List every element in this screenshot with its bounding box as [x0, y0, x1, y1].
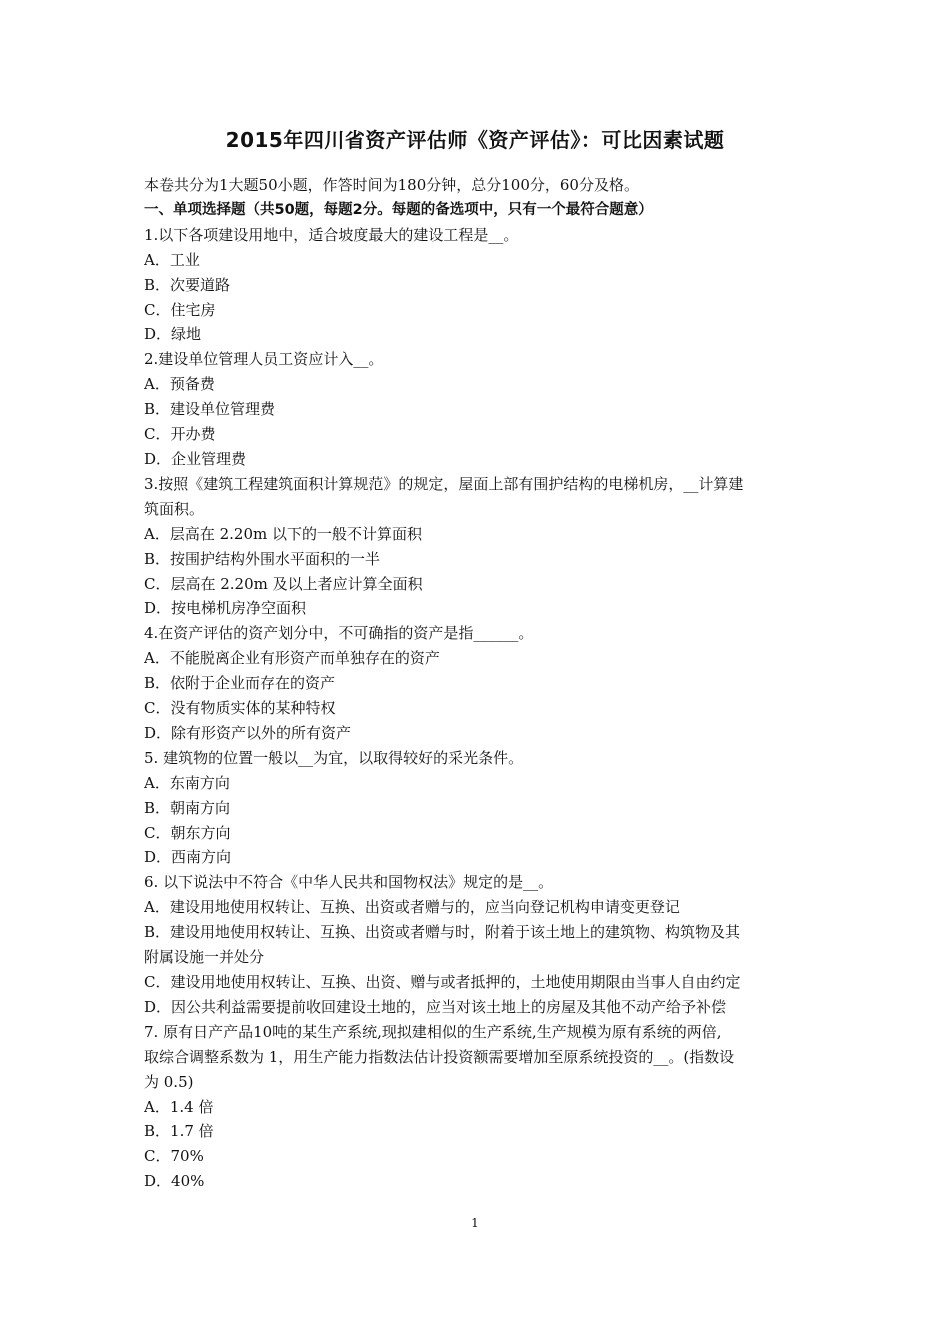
answer-option: A．层高在 2.20m 以下的一般不计算面积 — [144, 524, 422, 543]
answer-option: B．依附于企业而存在的资产 — [144, 674, 336, 693]
document-body — [144, 173, 814, 1194]
question-stem: 5. 建筑物的位置一般以__为宜，以取得较好的采光条件。 — [144, 748, 524, 767]
answer-option: C．建设用地使用权转让、互换、出资、赠与或者抵押的，土地使用期限由当事人自由约定 — [144, 973, 741, 991]
answer-option: D．除有形资产以外的所有资产 — [144, 723, 352, 742]
page-number: 1 — [471, 1216, 479, 1230]
question-stem: 筑面积。 — [144, 499, 205, 518]
answer-option: D．西南方向 — [144, 848, 232, 867]
answer-option: C．住宅房 — [144, 300, 216, 319]
answer-option: C．层高在 2.20m 及以上者应计算全面积 — [144, 574, 423, 593]
answer-option: D．按电梯机房净空面积 — [144, 599, 307, 618]
answer-option: D．绿地 — [144, 325, 202, 344]
question-item — [144, 746, 814, 871]
answer-option: B．1.7 倍 — [144, 1122, 214, 1141]
answer-option: C．70% — [144, 1147, 204, 1166]
question-item — [144, 621, 814, 746]
section-heading: 一、单项选择题（共50题，每题2分。每题的备选项中，只有一个最符合题意） — [144, 201, 653, 218]
answer-option: B．建设用地使用权转让、互换、出资或者赠与时，附着于该土地上的建筑物、构筑物及其 — [144, 923, 741, 942]
answer-option: A．工业 — [144, 250, 200, 269]
question-stem: 2.建设单位管理人员工资应计入__。 — [144, 350, 384, 369]
answer-option: B．朝南方向 — [144, 798, 231, 817]
question-stem: 6. 以下说法中不符合《中华人民共和国物权法》规定的是__。 — [144, 873, 554, 892]
answer-option: 附属设施一并处分 — [144, 948, 265, 967]
answer-option: B．按围护结构外围水平面积的一半 — [144, 549, 381, 568]
answer-option: D．因公共利益需要提前收回建设土地的，应当对该土地上的房屋及其他不动产给予补偿 — [144, 997, 727, 1016]
answer-option: B．次要道路 — [144, 275, 231, 294]
question-item — [144, 347, 814, 472]
question-item — [144, 1020, 814, 1194]
exam-intro: 本卷共分为1大题50小题，作答时间为180分钟，总分100分，60分及格。 — [144, 176, 639, 194]
question-item — [144, 223, 814, 348]
question-list — [144, 223, 814, 1194]
question-stem: 取综合调整系数为 1，用生产能力指数法估计投资额需要增加至原系统投资的__。(指数设 — [144, 1047, 735, 1066]
answer-option: C．没有物质实体的某种特权 — [144, 699, 336, 718]
answer-option: A．预备费 — [144, 375, 215, 394]
answer-option: D．企业管理费 — [144, 449, 247, 468]
question-stem: 4.在资产评估的资产划分中，不可确指的资产是指______。 — [144, 624, 534, 643]
answer-option: A．建设用地使用权转让、互换、出资或者赠与的，应当向登记机构申请变更登记 — [144, 898, 680, 917]
answer-option: A．不能脱离企业有形资产而单独存在的资产 — [144, 649, 440, 668]
answer-option: C．朝东方向 — [144, 823, 231, 842]
answer-option: D．40% — [144, 1172, 205, 1191]
answer-option: A．东南方向 — [144, 773, 230, 792]
question-item — [144, 472, 814, 621]
page-title: 2015年四川省资产评估师《资产评估》：可比因素试题 — [225, 128, 725, 152]
question-stem: 为 0.5) — [144, 1072, 194, 1091]
question-stem: 1.以下各项建设用地中，适合坡度最大的建设工程是__。 — [144, 225, 519, 244]
question-item — [144, 870, 814, 1019]
question-stem: 3.按照《建筑工程建筑面积计算规范》的规定，屋面上部有围护结构的电梯机房，__计算建 — [144, 474, 744, 493]
answer-option: C．开办费 — [144, 425, 216, 444]
answer-option: B．建设单位管理费 — [144, 400, 276, 419]
question-stem: 7. 原有日产产品10吨的某生产系统,现拟建相似的生产系统,生产规模为原有系统的两倍, — [144, 1022, 722, 1041]
answer-option: A．1.4 倍 — [144, 1097, 214, 1116]
